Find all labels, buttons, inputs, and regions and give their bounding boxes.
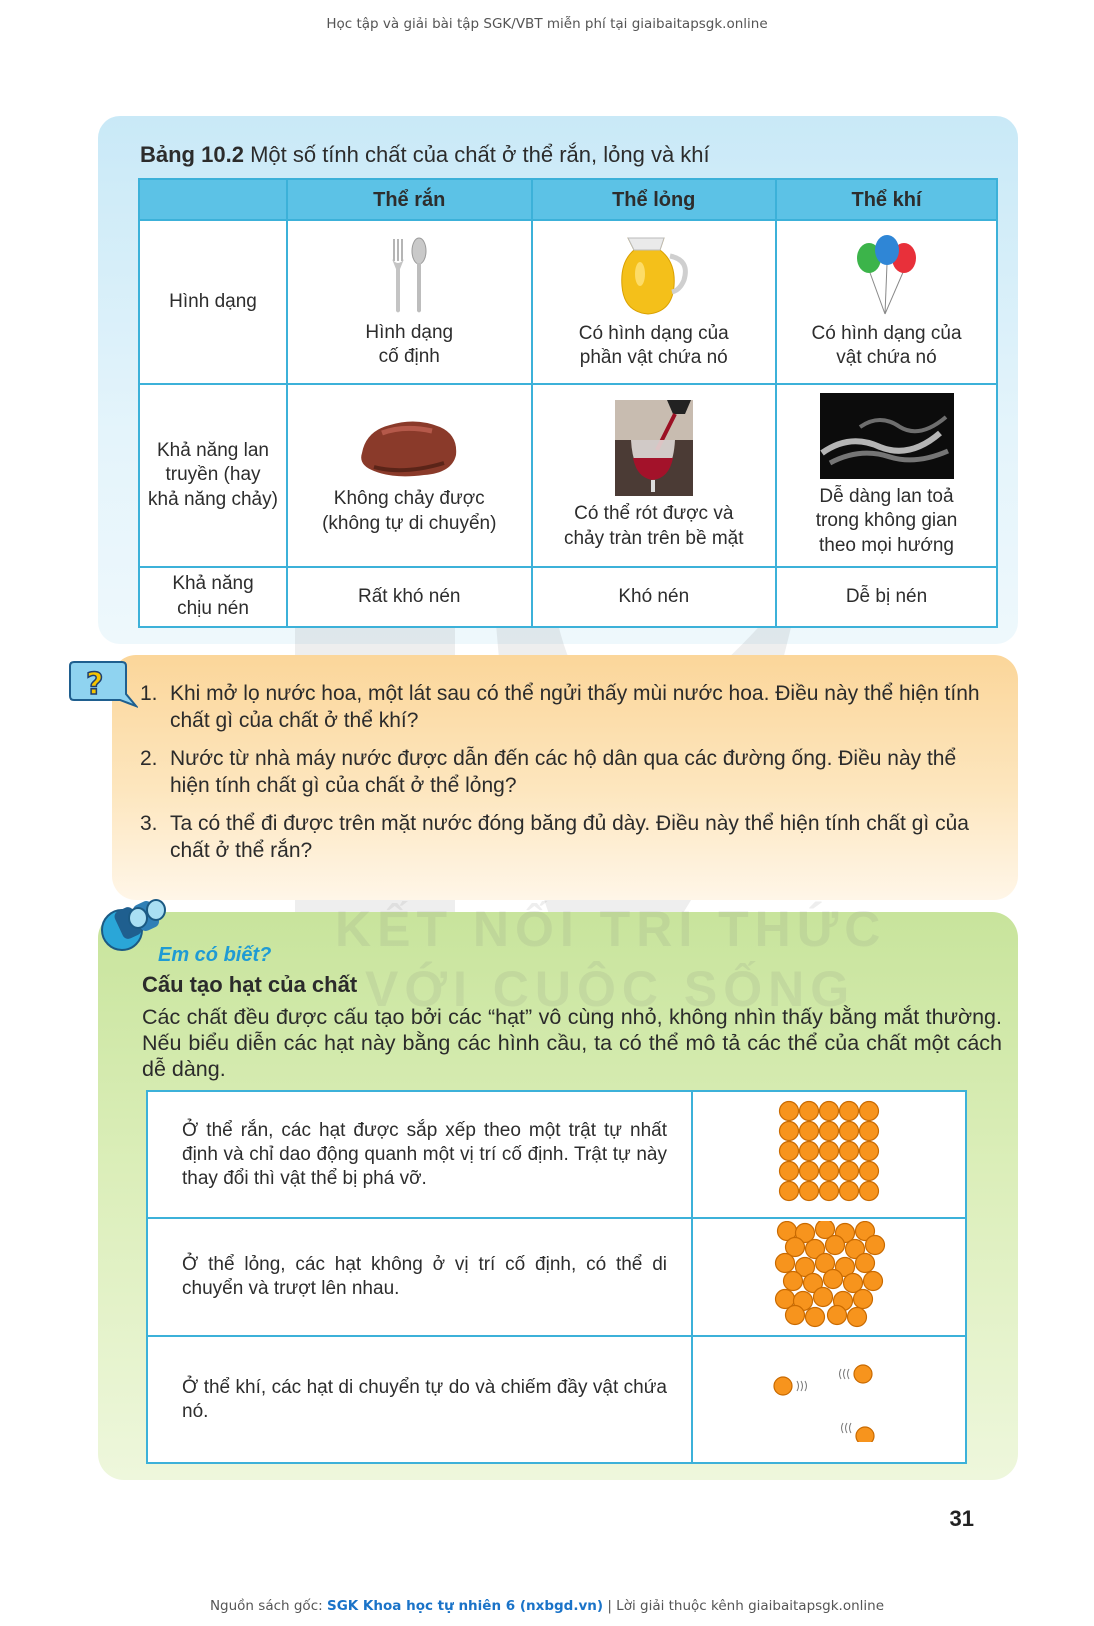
particle <box>786 1305 805 1324</box>
particle-states-table <box>146 1090 967 1464</box>
cell-solid-compress: Rất khó nén <box>287 567 532 627</box>
table-caption-label: Bảng 10.2 <box>140 142 244 167</box>
question-text: Nước từ nhà máy nước được dẫn đến các hộ dân qua các đường ống. Điều này thể hiện tính chất gì của chất ở thể lỏng? <box>170 747 957 797</box>
particle <box>800 1102 819 1121</box>
question-text: Ta có thể đi được trên mặt nước đóng băng đủ dày. Điều này thể hiện tính chất gì của chất ở thể rắn? <box>170 812 969 862</box>
cell-solid-shape <box>287 220 532 384</box>
question-text: Khi mở lọ nước hoa, một lát sau có thể ngửi thấy mùi nước hoa. Điều này thể hiện tính chất gì của chất ở thể khí? <box>170 682 980 732</box>
rock-icon <box>354 415 464 481</box>
particle <box>800 1142 819 1161</box>
gas-particles-diagram <box>769 1352 889 1442</box>
particle <box>840 1162 859 1181</box>
wine-glass-icon <box>615 400 693 496</box>
particle <box>820 1142 839 1161</box>
cell-liquid-compress: Khó nén <box>532 567 777 627</box>
did-you-know-subtitle: Cấu tạo hạt của chất <box>142 972 358 997</box>
particle <box>828 1305 847 1324</box>
particle <box>856 1253 875 1272</box>
particle <box>840 1182 859 1201</box>
questions-list <box>140 680 1000 875</box>
cell-gas-shape <box>776 220 997 384</box>
table-row <box>147 1091 966 1218</box>
did-you-know-heading: Em có biết? <box>158 944 272 966</box>
cell-liquid-shape <box>532 220 777 384</box>
motion-line <box>805 1381 807 1391</box>
cell-text: Dễ dàng lan toả trong không gian theo mọi hướng <box>815 485 958 556</box>
watermark-line2: VỚI CUỘC SỐNG <box>365 961 856 1017</box>
particle <box>774 1377 792 1395</box>
motion-line <box>846 1423 848 1433</box>
motion-line <box>797 1381 799 1391</box>
particle <box>866 1235 885 1254</box>
header-empty <box>139 179 287 220</box>
table-header-row <box>139 179 997 220</box>
footer-prefix: Nguồn sách gốc: <box>209 1598 323 1614</box>
motion-line <box>842 1423 844 1433</box>
motion-line <box>801 1381 803 1391</box>
header-gas: Thể khí <box>776 179 997 220</box>
particle <box>826 1235 845 1254</box>
motion-line <box>850 1423 852 1433</box>
header-note: Học tập và giải bài tập SGK/VBT miễn phí tại giaibaitapsgk.online <box>326 16 768 32</box>
did-you-know-body: Các chất đều được cấu tạo bởi các “hạt” vô cùng nhỏ, không nhìn thấy bằng mắt thường. Nếu biểu diễn các hạt này bằng các hình cầu, ta có thể mô tả các thể của chất một cách dễ dàng. <box>142 1005 1002 1081</box>
table-row <box>139 220 997 384</box>
table-row <box>147 1336 966 1463</box>
particle <box>860 1162 879 1181</box>
particle <box>840 1122 859 1141</box>
motion-line <box>840 1369 842 1379</box>
motion-line <box>844 1369 846 1379</box>
footer-suffix: | Lời giải thuộc kênh giaibaitapsgk.online <box>607 1598 885 1614</box>
footer-source-link[interactable]: SGK Khoa học tự nhiên 6 (nxbgd.vn) <box>326 1598 604 1614</box>
particle <box>814 1287 833 1306</box>
motion-line <box>848 1369 850 1379</box>
gas-particles-cell <box>692 1336 966 1463</box>
solid-particles-diagram <box>769 1097 889 1207</box>
juice-jug-icon <box>614 234 694 316</box>
cell-text: Hình dạng cố định <box>365 321 454 368</box>
particle <box>860 1142 879 1161</box>
particle <box>820 1102 839 1121</box>
table-row <box>139 567 997 627</box>
particle <box>800 1182 819 1201</box>
particle <box>780 1142 799 1161</box>
cell-gas-flow <box>776 384 997 567</box>
page-number: 31 <box>949 1506 974 1531</box>
table-caption-text: Một số tính chất của chất ở thể rắn, lỏng và khí <box>250 142 710 167</box>
particle <box>860 1102 879 1121</box>
particle <box>776 1253 795 1272</box>
particle <box>820 1122 839 1141</box>
liquid-particles-diagram <box>769 1221 889 1329</box>
particle <box>780 1102 799 1121</box>
fork-spoon-icon <box>379 235 439 315</box>
gas-description: Ở thể khí, các hạt di chuyển tự do và chiếm đầy vật chứa nó. <box>147 1336 692 1463</box>
particle <box>860 1122 879 1141</box>
particle <box>860 1182 879 1201</box>
cell-text: Có hình dạng của vật chứa nó <box>811 322 962 369</box>
row-label-compress: Khả năng chịu nén <box>139 567 287 627</box>
cell-solid-flow <box>287 384 532 567</box>
cell-gas-compress: Dễ bị nén <box>776 567 997 627</box>
particle <box>780 1122 799 1141</box>
cell-liquid-flow <box>532 384 777 567</box>
particle <box>864 1271 883 1290</box>
particle <box>854 1289 873 1308</box>
cell-text: Không chảy được (không tự di chuyển) <box>322 487 497 534</box>
properties-table <box>138 178 998 628</box>
solid-particles-cell <box>692 1091 966 1218</box>
table-row <box>139 384 997 567</box>
particle <box>848 1307 867 1326</box>
particle <box>840 1102 859 1121</box>
header-solid: Thể rắn <box>287 179 532 220</box>
particle <box>806 1307 825 1326</box>
particle <box>856 1427 874 1442</box>
particle <box>820 1162 839 1181</box>
svg-text:?: ? <box>86 667 104 702</box>
question-item: 1. Khi mở lọ nước hoa, một lát sau có thể ngửi thấy mùi nước hoa. Điều này thể hiện tính chất gì của chất ở thể khí? <box>140 682 980 732</box>
row-label-shape: Hình dạng <box>139 220 287 384</box>
row-label-flow: Khả năng lan truyền (hay khả năng chảy) <box>139 384 287 567</box>
smoke-icon <box>820 393 954 479</box>
cell-text: Có hình dạng của phần vật chứa nó <box>578 322 729 369</box>
footer-note <box>0 1598 1094 1614</box>
particle <box>840 1142 859 1161</box>
particle <box>784 1271 803 1290</box>
particle <box>780 1182 799 1201</box>
header-liquid: Thể lỏng <box>532 179 777 220</box>
particle <box>820 1182 839 1201</box>
table-caption <box>140 142 710 168</box>
watermark-line1: KẾT NỐI TRI THỨC <box>335 901 887 957</box>
particle <box>824 1269 843 1288</box>
balloons-icon <box>852 234 922 316</box>
question-mark-icon <box>66 660 138 710</box>
question-item: 2. Nước từ nhà máy nước được dẫn đến các hộ dân qua các đường ống. Điều này thể hiện tính chất gì của chất ở thể lỏng? <box>140 747 957 797</box>
solid-description: Ở thể rắn, các hạt được sắp xếp theo một trật tự nhất định và chỉ dao động quanh một vị trí cố định. Trật tự này thay đổi thì vật thể bị phá vỡ. <box>147 1091 692 1218</box>
table-row <box>147 1218 966 1336</box>
particle <box>800 1162 819 1181</box>
cell-text: Có thể rót được và chảy tràn trên bề mặt <box>563 502 744 549</box>
particle <box>854 1365 872 1383</box>
liquid-particles-cell <box>692 1218 966 1336</box>
particle <box>780 1162 799 1181</box>
liquid-description: Ở thể lỏng, các hạt không ở vị trí cố định, có thể di chuyển và trượt lên nhau. <box>147 1218 692 1336</box>
particle <box>800 1122 819 1141</box>
question-item: 3. Ta có thể đi được trên mặt nước đóng băng đủ dày. Điều này thể hiện tính chất gì của chất ở thể rắn? <box>140 812 969 862</box>
